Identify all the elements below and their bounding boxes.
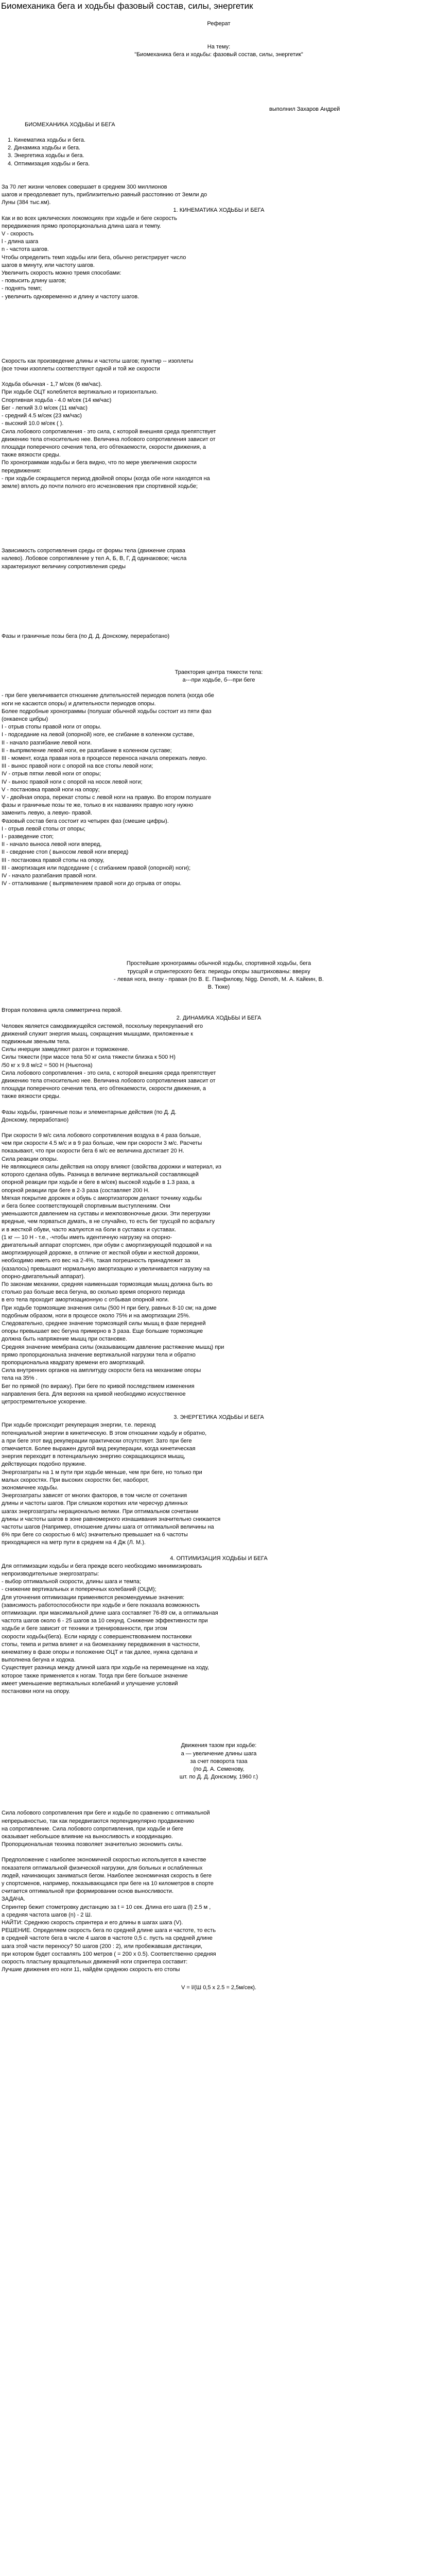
- section-4-tail: [2, 1809, 436, 1974]
- text-line: на сопротивление. Сила лобового сопротивления, при ходьбе и беге: [2, 1825, 183, 1832]
- text-line: l - длина шага: [2, 239, 39, 245]
- plan-item: 4. Оптимизация ходьбы и бега.: [8, 160, 90, 167]
- text-line: кинематику в фазе опоры и положение ОЦТ и так далее, нужна сделана и: [2, 1649, 198, 1656]
- section-heading: 3. ЭНЕРГЕТИКА ХОДЬБЫ И БЕГА: [173, 1414, 264, 1421]
- text-line: столько раз больше веса бегуна, во сколько время опорного периода: [2, 1289, 185, 1296]
- document-body: [0, 12, 436, 1992]
- text-line: При ходьбе тормозящие значения силы (500 Н при бегу, равных 8-10 см; на доме: [2, 1304, 217, 1311]
- text-line: малых скоростях. При высоких скоростях бег, наоборот,: [2, 1477, 149, 1483]
- section-3: [2, 1414, 436, 1547]
- text-line: Сила лобового сопротивления - это сила, с которой внешняя среда препятствует: [2, 428, 216, 435]
- text-line: (все точки изоплеты соответствуют одной и той же скорости: [2, 366, 160, 372]
- text-line: людей, начинающих заниматься бегом. Наиболее экономичная скорость в беге: [2, 1872, 212, 1879]
- text-line: опорной реакции при ходьбе и беге в м/сек) высокой ходьбе в 1.3 раза, а: [2, 1179, 195, 1186]
- text-line: - увеличить одновременно и длину и частоту шагов.: [2, 293, 139, 300]
- plan-title: БИОМЕХАНИКА ХОДЬБЫ И БЕГА: [25, 121, 115, 128]
- text-line: ноги не касаются опоры) и длительности периодов опоры.: [2, 700, 156, 707]
- text-line: III - амортизация или подседание ( с сгибанием правой (опорной) ноги);: [2, 865, 191, 871]
- text-line: а при беге этот вид рекуперации практически отсутствует. Зато при беге: [2, 1437, 192, 1444]
- text-line: в его тела проходит амортизационную с отбывая опорной ноги.: [2, 1297, 169, 1303]
- text-line: Фазы ходьбы, граничные позы и элементарные действия (по Д. Д.: [2, 1109, 177, 1115]
- section-2: [2, 1007, 436, 1406]
- text-line: также вязкости среды.: [2, 452, 61, 459]
- text-line: Чтобы определить темп ходьбы или бега, обычно регистрирует число: [2, 254, 186, 261]
- text-line: I - подседание на левой (опорной) ноге, ее сгибание в коленном суставе,: [2, 732, 195, 738]
- text-line: Спринтер бежит стометровку дистанцию за t = 10 сек. Длина его шага (l) 2.5 м ,: [2, 1904, 211, 1910]
- text-line: [2, 373, 436, 381]
- text-line: показывают, что при скорости бега 6 м/с ее величина достигает 20 Н.: [2, 1148, 184, 1155]
- text-line: 6% при беге со скоростью 6 м/с) значительно превышает на 6 частоты: [2, 1532, 188, 1538]
- text-line: и бега более соответствующей спортивным выступлениям. Они: [2, 1202, 170, 1209]
- text-line: частота шагов около 6 - 25 шагов за 10 секунд. Снижение эффективности при: [2, 1618, 208, 1624]
- text-line: шагов в минуту, или частоту шагов.: [2, 262, 95, 268]
- text-line: направления бега. Для верхняя на кривой необходимо искусственное: [2, 1391, 186, 1397]
- text-line: IV - начало разгибания правой ноги.: [2, 873, 97, 879]
- text-line: в средней частоте бега в числе 4 шагов в частоте 0,5 с. пусть на средней длине: [2, 1935, 213, 1942]
- text-line: При ходьбе происходит рекуперация энергии, т.е. переход: [2, 1422, 156, 1429]
- formula-caption: [2, 1750, 436, 1782]
- section-2-body: [2, 1023, 436, 1406]
- text-line: РЕШЕНИЕ. Определяем скорость бега по средней длине шага и частоте, то есть: [2, 1927, 216, 1934]
- text-line: - повысить длину шагов;: [2, 278, 66, 284]
- section-heading: 4. ОПТИМИЗАЦИЯ ХОДЬБЫ И БЕГА: [170, 1555, 268, 1562]
- doc-type: Реферат: [207, 21, 231, 27]
- text-line: за счет поворота таза: [190, 1758, 248, 1765]
- text-line: движений служит энергия мышц, сокращения мышцами, приложенные к: [2, 1030, 194, 1037]
- text-line: Бег - легкий 3.0 м/сек (11 км/час): [2, 404, 88, 411]
- text-line: По хронограммам ходьбы и бега видно, что по мере увеличения скорости: [2, 460, 197, 466]
- text-line: прямо пропорциональна значение вертикальной нагрузки тела и обратно: [2, 1351, 196, 1358]
- plan-item: 3. Энергетика ходьбы и бега.: [8, 152, 84, 159]
- text-line: имеет уменьшение вертикальных колебаний и улучшение условий: [2, 1680, 178, 1687]
- text-line: потенциальной энергии в кинетическую. В этом отношении ходьбу и обратно,: [2, 1430, 207, 1436]
- text-line: экономичнее ходьбы.: [2, 1485, 59, 1492]
- text-line: стопы, темпа и ритма влияет и на биомеханику передвижения в частности,: [2, 1641, 200, 1648]
- text-line: V - скорость: [2, 231, 34, 238]
- text-line: III - постановка правой стопы на опору,: [2, 857, 104, 863]
- text-line: шт. по Д. Д. Донскому, 1960 г.): [179, 1774, 258, 1781]
- formula-title: Движения тазом при ходьбе:: [181, 1742, 257, 1749]
- section-1-body: [2, 215, 436, 301]
- text-line: IV - отрыв пятки левой ноги от опоры;: [2, 771, 101, 777]
- text-line: непрерывностью, так как передвигаются перпендикулярно продвижению: [2, 1818, 194, 1824]
- text-line: приходящиеся на метр пути в среднем на 4 Дж (Л. М.).: [2, 1539, 146, 1546]
- trajectory-caption: а---при ходьбе, б---при беге: [182, 677, 255, 684]
- text-line: - выбор оптимальной скорости, длины шага и темпа;: [2, 1579, 141, 1585]
- text-line: III - момент, когда правая нога в процессе переноса начала опережать левую.: [2, 755, 207, 761]
- text-line: у спортсменов, например, показывающаяся при беге на 10 километров в спорте: [2, 1880, 214, 1887]
- text-line: Спортивная ходьба - 4.0 м/сек (14 км/час): [2, 397, 112, 403]
- text-line: длины и частоты шагов в зоне равномерного изнашивания значительно снижается: [2, 1516, 221, 1522]
- text-line: движению тела относительно нее. Величина лобового сопротивления зависит от: [2, 1078, 216, 1084]
- trajectory-caption: Траектория центра тяжести тела:: [175, 669, 263, 675]
- section-1: [2, 183, 436, 991]
- text-line: Энергозатраты на 1 м пути при ходьбе меньше, чем при беге, но только при: [2, 1469, 202, 1476]
- text-line: I - отрыв стопы правой ноги от опоры.: [2, 724, 101, 731]
- text-line: необходимо иметь его вес на 2-4%, такая погрешность принадлежит за: [2, 1258, 190, 1264]
- section-2-lead: Вторая половина цикла симметрична первой.: [2, 1007, 122, 1014]
- section-4-body: [2, 1563, 436, 1696]
- text-line: Для уточнения оптимизации применяются рекомендуемые значения:: [2, 1594, 185, 1601]
- text-line: Донскому, переработано): [2, 1116, 69, 1123]
- text-line: пропорциональна квадрату времени его амортизаций.: [2, 1359, 146, 1366]
- text-line: - снижение вертикальных и поперечных колебаний (ОЦМ);: [2, 1586, 156, 1593]
- final-formula: V = l/(Ш 0,5 х 2.5 = 2,5м/сек).: [181, 1985, 256, 1991]
- text-line: - высокий 10.0 м/сек ( ).: [2, 420, 64, 427]
- section-1-resistance: [2, 547, 436, 571]
- text-line: передвижения прямо пропорциональна длина шага и темпу.: [2, 223, 161, 229]
- text-line: Бег по прямой (по виражу). При беге по кривой последствием изменения: [2, 1383, 195, 1389]
- text-line: шагах энергозатраты нерационально велики. При оптимальном сочетании: [2, 1508, 199, 1515]
- text-line: характеризуют величину сопротивления среды: [2, 563, 126, 570]
- text-line: скорости ходьбы(бега). Если наряду с совершенствованием постановки: [2, 1633, 192, 1640]
- text-line: земле) вплоть до почти полного его исчезновения при спортивной ходьбе;: [2, 483, 198, 489]
- section-heading: 1. КИНЕМАТИКА ХОДЬБЫ И БЕГА: [173, 207, 265, 214]
- text-line: /50 кг х 9.8 м/с2 = 500 Н (Ньютона): [2, 1062, 93, 1069]
- text-line: (зависимость работоспособности при ходьбе и беге показала возможность: [2, 1602, 200, 1608]
- text-line: Для оптимизации ходьбы и бега прежде всего необходимо минимизировать: [2, 1563, 202, 1569]
- text-line: Следовательно, среднее значение тормозящей силы мышц в фазе передней: [2, 1320, 206, 1327]
- text-line: Существует разница между длиной шага при ходьбе на перемещение на ходу,: [2, 1665, 209, 1671]
- text-line: чем при скорости 4.5 м/с и в 9 раз больше, чем при скорости 3 м/с. Расчеты: [2, 1140, 202, 1147]
- text-line: считается оптимальной при формировании основ выносливости.: [2, 1888, 173, 1895]
- text-line: НАЙТИ: Среднюю скорость спринтера и его длины в шагах шага (V).: [2, 1919, 183, 1926]
- text-line: При скорости 9 м/с сила лобового сопротивления воздуха в 4 раза больше,: [2, 1132, 201, 1139]
- text-line: Фазовый состав бега состоит из четырех фаз (смешие цифры).: [2, 818, 169, 824]
- topic-text: "Биомеханика бега и ходьбы: фазовый состав, силы, энергетик": [134, 52, 303, 58]
- text-line: - при беге увеличивается отношение длительностей периодов полета (когда обе: [2, 692, 214, 699]
- section-1-gait: [2, 358, 436, 490]
- text-line: площади поперечного сечения тела, его обтекаемости, скорости движения, а: [2, 444, 206, 450]
- text-line: Ходьба обычная - 1,7 м/сек (6 км/час).: [2, 381, 102, 388]
- text-line: отмечается. Более выражен другой вид рекуперации, когда кинетическая: [2, 1446, 196, 1452]
- text-line: также вязкости среды.: [2, 1093, 61, 1100]
- text-line: действующих подобно пружине.: [2, 1461, 86, 1468]
- text-line: площади поперечного сечения тела, его обтекаемости, скорости движения, а: [2, 1086, 206, 1092]
- text-line: Увеличить скорость можно тремя способами:: [2, 270, 121, 277]
- text-line: - при ходьбе сокращается период двойной опоры (когда обе ноги находятся на: [2, 475, 210, 482]
- text-line: Предположение с наиболее экономичной скоростью используется в качестве: [2, 1857, 206, 1863]
- text-line: Пропорциональная техника позволяет значительно экономить силы.: [2, 1841, 183, 1848]
- text-line: Лучшие движения его ноги 11, найдём среднюю скорость его стопы: [2, 1967, 180, 1973]
- text-line: тела на 35% .: [2, 1375, 38, 1382]
- text-line: передвижения:: [2, 467, 42, 474]
- text-line: оптимизации. при максимальной длине шага составляет 76-89 см, а оптимальная: [2, 1610, 218, 1617]
- text-line: Сила внутренних органов на амплитуду скорости бега на механизме опоры: [2, 1367, 201, 1374]
- text-line: трусцой и спринтерского бега: периоды опоры заштрихованы: вверху: [127, 968, 310, 975]
- text-line: которое также применяется к ногам. Тогда при беге большое значение: [2, 1672, 188, 1679]
- text-line: энергия переходит в потенциальную энергию сокращающихся мышц,: [2, 1453, 185, 1460]
- text-line: которого сделана обувь. Разница в величине вертикальной составляющей: [2, 1172, 199, 1178]
- plan-list: [2, 137, 436, 168]
- text-line: опорно-двигательный аппарат).: [2, 1273, 85, 1280]
- text-line: Средняя значение мембрана силы (оказывающим давление растяжение мышц) при: [2, 1344, 224, 1350]
- text-line: III - вынос правой ноги с опорой на все стопы левой ноги;: [2, 763, 153, 770]
- text-line: подобным образом, ноги в процессе около 75% и на амортизации 25%.: [2, 1312, 190, 1319]
- text-line: Мягкая покрытие дорожек и обувь с амортизатором делают точнику ходьбы: [2, 1195, 202, 1201]
- text-line: II - начало выноса левой ноги вперед,: [2, 841, 102, 848]
- text-line: частоты шагов (Например, отношение длины шага от оптимальной величины на: [2, 1524, 214, 1531]
- text-line: Скорость как произведение длины и частоты шагов; пунктир -- изоплеты: [2, 358, 194, 364]
- text-line: V - постановка правой ноги на опору;: [2, 786, 100, 793]
- text-line: выполнена бегуна и ходока.: [2, 1657, 76, 1664]
- text-line: цетростремительное ускорение.: [2, 1398, 87, 1405]
- section-heading: 2. ДИНАМИКА ХОДЬБЫ И БЕГА: [176, 1015, 261, 1022]
- text-line: Как и во всех циклических локомоциях при ходьбе и беге скорость: [2, 215, 177, 222]
- text-line: II - начало разгибание левой ноги.: [2, 739, 92, 746]
- text-line: При ходьбе ОЦТ колеблется вертикально и горизонтально.: [2, 389, 158, 396]
- text-line: Сила лобового сопротивления - это сила, с которой внешняя среда препятствует: [2, 1070, 216, 1076]
- intro-line: За 70 лет жизни человек совершает в среднем 300 миллионов: [2, 183, 167, 190]
- text-line: IV - отталкивание ( выпрямлением правой ноги до отрыва от опоры.: [2, 880, 182, 887]
- text-line: I - разведение стоп;: [2, 834, 54, 840]
- plan-item: 1. Кинематика ходьбы и бега.: [8, 137, 85, 144]
- text-line: длины и частоты шагов. При слишком коротких или чересчур длинных: [2, 1500, 188, 1507]
- text-line: (казалось) превышают нормальную амортизацию и увеличивается нагрузку на: [2, 1265, 210, 1272]
- text-line: Не являющиеся силы действия на опору влияют (свойства дорожки и материал, из: [2, 1163, 221, 1170]
- document-title: Биомеханика бега и ходьбы фазовый состав, силы, энергетик: [1, 1, 253, 11]
- text-line: уменьшаются давлением на суставы и межпозвоночные диски. Эти перегрузки: [2, 1211, 211, 1217]
- text-line: подвижным звеньям тела.: [2, 1039, 71, 1045]
- text-line: Сила лобового сопротивления при беге и ходьбе по сравнению с оптимальной: [2, 1810, 210, 1817]
- text-line: амортизирующей дорожке, в отличие от жесткой обуви и жесткой дорожки,: [2, 1250, 200, 1257]
- text-line: V - двойная опора, перекат стопы с левой ноги на правую. Во втором полушаге: [2, 794, 212, 801]
- text-line: постановки ноги на опору.: [2, 1688, 70, 1695]
- text-line: опорной реакции при беге в 2-3 раза (составляет 200 Н.: [2, 1187, 150, 1194]
- text-line: (по Д. А. Семенову,: [193, 1766, 245, 1772]
- text-line: Человек является самодвижущейся системой, поскольку перекрупаений его: [2, 1023, 203, 1029]
- text-line: Более подробные хронограммы (полушаг обычной ходьбы состоит из пяти фаз: [2, 708, 212, 715]
- text-line: [2, 1101, 436, 1109]
- text-line: опоры превышает вес бегуна примерно в 3 раза. Еще большие тормозящие: [2, 1328, 203, 1335]
- text-line: двигательный аппарат спортсмен, при обуви с амортизирующей подошвой и на: [2, 1242, 212, 1248]
- plan-item: 2. Динамика ходьбы и бега.: [8, 145, 81, 151]
- text-line: фазы и граничные позы те же, только в их названиях правую ногу нужно: [2, 802, 194, 809]
- hronogram-caption: [2, 960, 436, 991]
- text-line: Силы инерции замедляют разгон и торможение.: [2, 1046, 130, 1053]
- text-line: По законам механики, средняя наименьшая тормозящая мышц должна быть во: [2, 1281, 213, 1287]
- text-line: Простейшие хронограммы обычной ходьбы, спортивной ходьбы, бега: [126, 960, 311, 967]
- text-line: [2, 1849, 436, 1856]
- text-line: показателя оптимальной физической нагрузки, для больных и ослабленных: [2, 1865, 203, 1871]
- section-3-body: [2, 1421, 436, 1547]
- text-line: при котором будет составлять 100 метров ( = 200 х 0.5). Соответственно средняя: [2, 1951, 216, 1957]
- text-line: непроизводительные энергозатраты:: [2, 1571, 99, 1578]
- text-line: - поднять темп;: [2, 285, 42, 292]
- text-line: вредные, чем порваться думать, в не случайно, то есть бег трусцой по асфальту: [2, 1218, 215, 1225]
- text-line: В. Тюке): [207, 984, 230, 991]
- text-line: Энергозатраты зависят от многих факторов, в том числе от сочетания: [2, 1493, 187, 1499]
- text-line: (1 кг — 10 Н - т.е., -чтобы иметь идентичную нагрузку на опорно-: [2, 1234, 172, 1241]
- text-line: Сила реакции опоры.: [2, 1156, 58, 1162]
- text-line: движению тела относительно нее. Величина лобового сопротивления зависит от: [2, 436, 216, 443]
- text-line: а средняя частота шагов (n) - 2 Ш.: [2, 1911, 92, 1918]
- text-line: должна быть напряжение мышц при остановке.: [2, 1336, 128, 1343]
- text-line: шага этой части переносу? 50 шагов (200 : 2), или пробежавшая дистанции,: [2, 1943, 203, 1950]
- section-1-run: [2, 692, 436, 888]
- text-line: ЗАДАЧА.: [2, 1896, 25, 1903]
- text-line: налево). Лобовое сопротивление у тел А, Б, В, Г, Д одинаковое; числа: [2, 555, 187, 562]
- text-line: - левая нога, внизу - правая (по В. Е. Панфилову, Nigg. Denoth, М. А. Кайеин, В.: [114, 976, 324, 982]
- text-line: оказывает небольшое влияние на выносливость и координацию.: [2, 1833, 173, 1840]
- text-line: n - частота шагов.: [2, 246, 49, 253]
- text-line: Силы тяжести (при массе тела 50 кг сила тяжести близка к 500 Н): [2, 1054, 176, 1061]
- text-line: II - выпрямление левой ноги, ее разгибание в коленном суставе;: [2, 747, 172, 754]
- topic-label: На тему:: [207, 44, 231, 50]
- text-line: [2, 1124, 436, 1132]
- text-line: IV - вынос правой ноги с опорой на носок левой ноги;: [2, 778, 143, 785]
- text-line: Зависимость сопротивления среды от формы тела (движение справа: [2, 548, 186, 554]
- text-line: II - сведение стоп ( выносом левой ноги вперед): [2, 849, 129, 856]
- text-line: и в жесткой обуви, часто жалуются на боли в суставах и суставах.: [2, 1226, 177, 1233]
- intro-line: Луны (384 тыс.км).: [2, 199, 51, 206]
- author-line: выполнил Захаров Андрей: [269, 106, 340, 112]
- text-line: - средний 4.5 м/сек (23 км/час): [2, 413, 82, 419]
- text-line: (онкаенсе цибры): [2, 716, 48, 722]
- text-line: ходьбе и беге зависит от техники и тренированности, при этом: [2, 1625, 167, 1632]
- phases-caption: Фазы и граничные позы бега (по Д. Д. Донскому, переработано): [2, 633, 170, 639]
- text-line: а — увеличение длины шага: [181, 1750, 257, 1757]
- text-line: I - отрыв левой стопы от опоры;: [2, 825, 85, 832]
- section-4: [2, 1555, 436, 1992]
- text-line: заменить левую, а левую- правой.: [2, 810, 92, 817]
- intro-line: шагов и преодолевает путь, приблизительно равный расстоянию от Земли до: [2, 192, 207, 198]
- text-line: скорость пластыну вращательных движений ноги спринтера составит:: [2, 1958, 188, 1965]
